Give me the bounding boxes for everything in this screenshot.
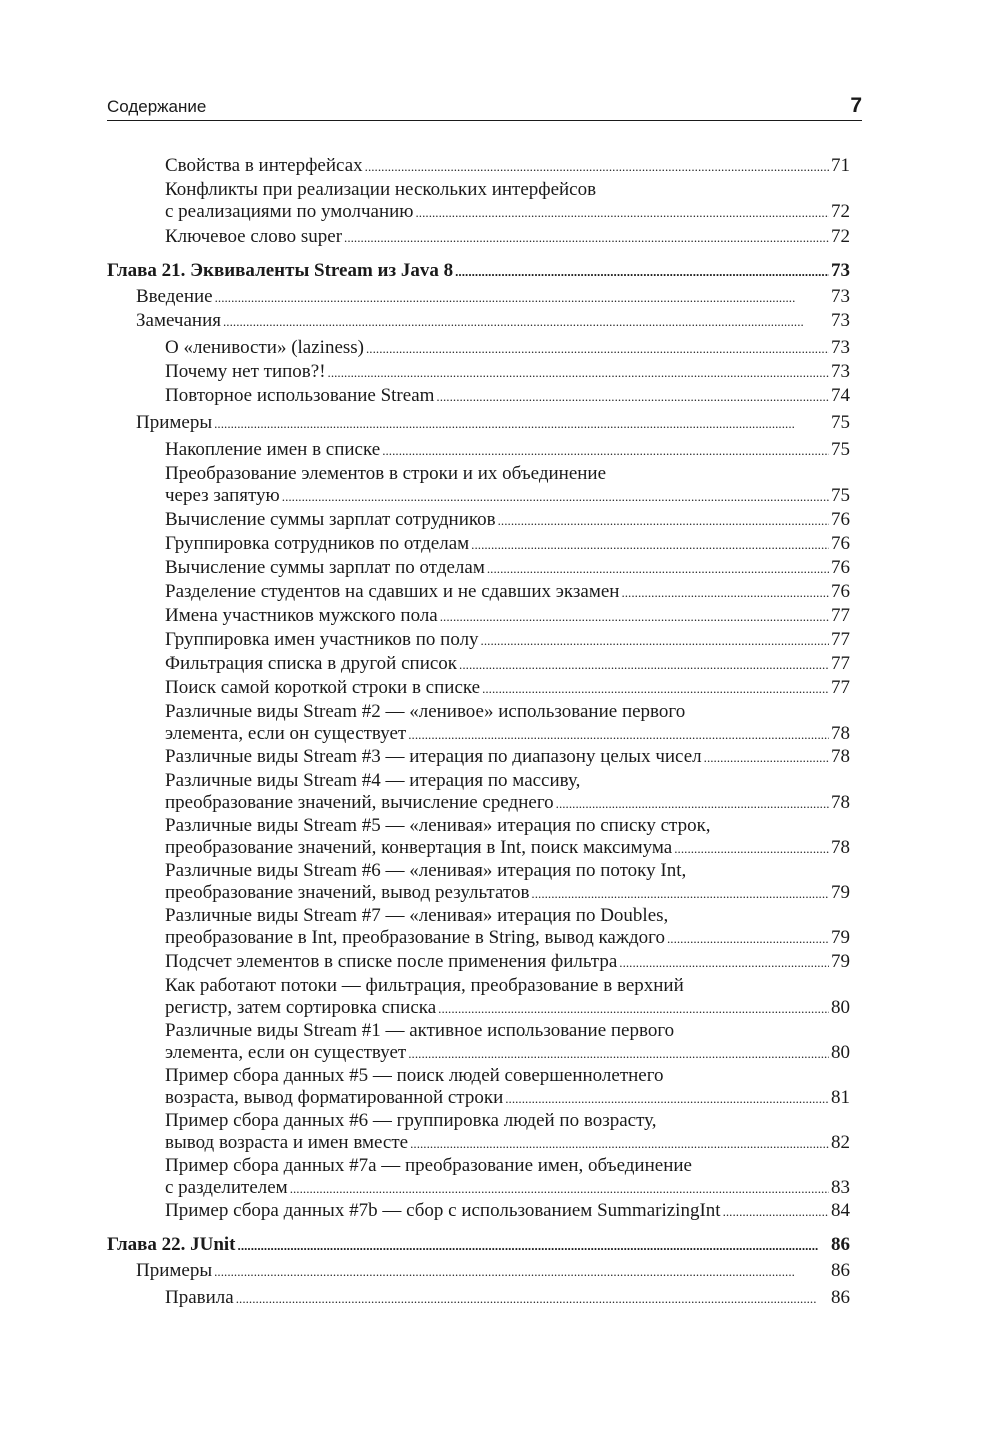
toc-page-number: 78 — [831, 746, 850, 767]
toc-subsection[interactable] — [107, 815, 850, 860]
toc-entry-title: преобразование значений, конвертация в Int, поиск максимума — [165, 837, 673, 858]
toc-entry-title: Различные виды Stream #3 — итерация по диапазону целых чисел — [165, 746, 702, 767]
dot-leader — [436, 386, 829, 408]
toc-page-number: 77 — [831, 629, 850, 650]
dot-leader — [505, 1088, 829, 1110]
toc-page-number: 77 — [831, 605, 850, 626]
toc-entry-line — [165, 723, 850, 746]
toc-page-number: 79 — [831, 927, 850, 948]
page-number: 7 — [850, 94, 862, 117]
toc-entry-title-line: Различные виды Stream #4 — итерация по массиву, — [165, 770, 581, 791]
toc-subsection[interactable] — [107, 860, 850, 905]
toc-entry-line — [165, 746, 850, 769]
toc-page-number: 76 — [831, 581, 850, 602]
toc-entry-title: с реализациями по умолчанию — [165, 201, 414, 222]
toc-entry-title: с разделителем — [165, 1177, 288, 1198]
dot-leader — [455, 261, 829, 283]
toc-subsection[interactable] — [107, 155, 850, 178]
toc-entry-title: Пример сбора данных #7b — сбор с использованием SummarizingInt — [165, 1200, 721, 1221]
dot-leader — [223, 311, 829, 333]
toc-entry-line — [165, 201, 850, 224]
toc-entry-line — [165, 1087, 850, 1110]
toc-subsection[interactable] — [107, 1065, 850, 1110]
toc-page-number: 74 — [831, 385, 850, 406]
toc-page-number: 78 — [831, 723, 850, 744]
toc-entry-line — [165, 653, 850, 676]
toc-entry-line — [165, 485, 850, 508]
dot-leader — [723, 1201, 829, 1223]
toc-entry-line — [165, 226, 850, 249]
toc-entry-title-line: Как работают потоки — фильтрация, преобразование в верхний — [165, 975, 684, 996]
toc-section[interactable] — [107, 412, 850, 435]
dot-leader — [365, 156, 829, 178]
toc-entry-line — [165, 439, 850, 462]
toc-entry-title: Почему нет типов?! — [165, 361, 326, 382]
dot-leader — [481, 630, 829, 652]
toc-page-number: 76 — [831, 557, 850, 578]
toc-page-number: 81 — [831, 1087, 850, 1108]
toc-page-number: 82 — [831, 1132, 850, 1153]
toc-section[interactable] — [107, 310, 850, 333]
toc-entry-line — [165, 927, 850, 950]
toc-entry-title: Разделение студентов на сдавших и не сдавших экзамен — [165, 581, 620, 602]
dot-leader — [214, 413, 829, 435]
dot-leader — [410, 1133, 829, 1155]
toc-section[interactable] — [107, 1260, 850, 1283]
toc-entry-line — [165, 951, 850, 974]
toc-subsection[interactable] — [107, 533, 850, 556]
dot-leader — [674, 838, 829, 860]
toc-entry-title-line: Конфликты при реализации нескольких интерфейсов — [165, 179, 597, 200]
toc-entry-title: Повторное использование Stream — [165, 385, 435, 406]
dot-leader — [366, 338, 829, 360]
dot-leader — [236, 1288, 829, 1310]
toc-entry-line — [165, 997, 850, 1020]
toc-page-number: 78 — [831, 792, 850, 813]
dot-leader — [416, 202, 830, 224]
dot-leader — [344, 227, 829, 249]
running-header — [107, 92, 862, 121]
toc-entry-title: Фильтрация списка в другой список — [165, 653, 458, 674]
dot-leader — [238, 1235, 829, 1257]
toc-entry-title: Примеры — [136, 412, 213, 433]
toc-entry-title: преобразование в Int, преобразование в String, вывод каждого — [165, 927, 665, 948]
toc-subsection[interactable] — [107, 770, 850, 815]
toc-entry-line — [165, 605, 850, 628]
toc-subsection[interactable] — [107, 1020, 850, 1065]
toc-entry-line — [136, 412, 850, 435]
toc-entry-line — [165, 581, 850, 604]
dot-leader — [704, 747, 829, 769]
toc-page-number: 76 — [831, 509, 850, 530]
toc-page-number: 73 — [831, 310, 850, 331]
toc-page-number: 77 — [831, 677, 850, 698]
toc-section[interactable] — [107, 286, 850, 309]
dot-leader — [440, 606, 829, 628]
toc-entry-line — [165, 155, 850, 178]
dot-leader — [438, 998, 829, 1020]
toc-page-number: 86 — [831, 1234, 850, 1255]
toc-entry-title: вывод возраста и имен вместе — [165, 1132, 409, 1153]
toc-entry-line — [136, 1260, 850, 1283]
dot-leader — [459, 654, 829, 676]
dot-leader — [621, 582, 829, 604]
dot-leader — [282, 486, 829, 508]
toc-entry-line — [136, 310, 850, 333]
dot-leader — [382, 440, 829, 462]
toc-subsection[interactable] — [107, 701, 850, 746]
toc-entry-title: Введение — [136, 286, 213, 307]
toc-entry-line — [136, 286, 850, 309]
toc-entry-title-line: Преобразование элементов в строки и их объединение — [165, 463, 607, 484]
toc-entry-line — [165, 1287, 850, 1310]
toc-entry-title: Подсчет элементов в списке после применения фильтра — [165, 951, 618, 972]
toc-page-number: 84 — [831, 1200, 850, 1221]
toc-subsection[interactable] — [107, 509, 850, 532]
dot-leader — [487, 558, 829, 580]
toc-subsection[interactable] — [107, 1110, 850, 1155]
toc-subsection[interactable] — [107, 975, 850, 1020]
toc-entry-title: возраста, вывод форматированной строки — [165, 1087, 504, 1108]
dot-leader — [531, 883, 829, 905]
dot-leader — [482, 678, 829, 700]
toc-subsection[interactable] — [107, 905, 850, 950]
toc-entry-title: через запятую — [165, 485, 280, 506]
toc-subsection[interactable] — [107, 439, 850, 462]
toc-subsection[interactable] — [107, 557, 850, 580]
toc-entry-title: регистр, затем сортировка списка — [165, 997, 437, 1018]
toc-subsection[interactable] — [107, 1287, 850, 1310]
toc-entry-line — [165, 337, 850, 360]
toc-page-number: 77 — [831, 653, 850, 674]
toc-entry-title: Правила — [165, 1287, 234, 1308]
toc-entry-line — [165, 557, 850, 580]
toc-entry-title-line: Различные виды Stream #7 — «ленивая» итерация по Doubles, — [165, 905, 669, 926]
toc-page-number: 80 — [831, 997, 850, 1018]
dot-leader — [328, 362, 829, 384]
toc-subsection[interactable] — [107, 1200, 850, 1223]
toc-page-number: 73 — [831, 361, 850, 382]
toc-entry-line — [165, 1177, 850, 1200]
header-title: Содержание — [107, 97, 207, 116]
toc-entry-title: элемента, если он существует — [165, 1042, 407, 1063]
toc-subsection[interactable] — [107, 951, 850, 974]
toc-entry-line — [165, 385, 850, 408]
toc-subsection[interactable] — [107, 677, 850, 700]
dot-leader — [408, 1043, 829, 1065]
dot-leader — [619, 952, 829, 974]
toc-page-number: 73 — [831, 337, 850, 358]
toc-entry-line — [165, 792, 850, 815]
toc-entry-title: элемента, если он существует — [165, 723, 407, 744]
toc-entry-line — [107, 260, 850, 283]
toc-subsection[interactable] — [107, 1155, 850, 1200]
dot-leader — [667, 928, 829, 950]
toc-entry-title-line: Различные виды Stream #2 — «ленивое» использование первого — [165, 701, 686, 722]
toc-entry-title: Имена участников мужского пола — [165, 605, 438, 626]
toc-subsection[interactable] — [107, 581, 850, 604]
toc-entry-line — [165, 509, 850, 532]
toc-entry-title: Замечания — [136, 310, 221, 331]
toc-entry-title: Ключевое слово super — [165, 226, 343, 247]
toc-entry-title-line: Различные виды Stream #5 — «ленивая» итерация по списку строк, — [165, 815, 711, 836]
toc-entry-line — [107, 1234, 850, 1257]
toc-entry-title: Группировка имен участников по полу — [165, 629, 479, 650]
toc-subsection[interactable] — [107, 361, 850, 384]
toc-entry-line — [165, 361, 850, 384]
toc-subsection[interactable] — [107, 746, 850, 769]
dot-leader — [471, 534, 829, 556]
toc-entry-title: Свойства в интерфейсах — [165, 155, 363, 176]
toc-entry-line — [165, 533, 850, 556]
toc-entry-title: Группировка сотрудников по отделам — [165, 533, 470, 554]
toc-page-number: 75 — [831, 412, 850, 433]
toc-chapter[interactable] — [107, 260, 850, 283]
toc-entry-title: Примеры — [136, 1260, 213, 1281]
dot-leader — [556, 793, 829, 815]
toc-page-number: 86 — [831, 1260, 850, 1281]
toc-subsection[interactable] — [107, 179, 850, 224]
dot-leader — [498, 510, 829, 532]
toc-entry-line — [165, 837, 850, 860]
toc-entry-line — [165, 1042, 850, 1065]
toc-subsection[interactable] — [107, 653, 850, 676]
toc-entry-title: преобразование значений, вычисление среднего — [165, 792, 554, 813]
toc-entry-line — [165, 677, 850, 700]
toc-subsection[interactable] — [107, 605, 850, 628]
toc-entry-title: Глава 21. Эквиваленты Stream из Java 8 — [107, 260, 454, 281]
toc-page-number: 78 — [831, 837, 850, 858]
toc-page-number: 76 — [831, 533, 850, 554]
toc-subsection[interactable] — [107, 337, 850, 360]
toc-subsection[interactable] — [107, 463, 850, 508]
toc-page-number: 86 — [831, 1287, 850, 1308]
toc-entry-title: Поиск самой короткой строки в списке — [165, 677, 481, 698]
toc-entry-title-line: Пример сбора данных #6 — группировка людей по возрасту, — [165, 1110, 657, 1131]
toc-entry-line — [165, 1132, 850, 1155]
toc-page-number: 80 — [831, 1042, 850, 1063]
dot-leader — [290, 1178, 829, 1200]
toc-page-number: 79 — [831, 882, 850, 903]
toc-page-number: 75 — [831, 439, 850, 460]
toc-entry-title-line: Пример сбора данных #5 — поиск людей совершеннолетнего — [165, 1065, 664, 1086]
toc-entry-title-line: Различные виды Stream #1 — активное использование первого — [165, 1020, 675, 1041]
toc-entry-title-line: Пример сбора данных #7a — преобразование имен, объединение — [165, 1155, 692, 1176]
toc-subsection[interactable] — [107, 629, 850, 652]
toc-entry-title: Вычисление суммы зарплат по отделам — [165, 557, 485, 578]
toc-page-number: 73 — [831, 260, 850, 281]
toc-page-number: 71 — [831, 155, 850, 176]
toc-entry-title: Накопление имен в списке — [165, 439, 381, 460]
toc-entry-title-line: Различные виды Stream #6 — «ленивая» итерация по потоку Int, — [165, 860, 687, 881]
toc-page-number: 83 — [831, 1177, 850, 1198]
toc-entry-line — [165, 882, 850, 905]
dot-leader — [214, 1261, 829, 1283]
toc-subsection[interactable] — [107, 385, 850, 408]
toc-entry-title: Глава 22. JUnit — [107, 1234, 236, 1255]
toc-entry-line — [165, 629, 850, 652]
toc-entry-title: преобразование значений, вывод результатов — [165, 882, 530, 903]
dot-leader — [215, 287, 829, 309]
toc-chapter[interactable] — [107, 1234, 850, 1257]
toc-entry-title: О «ленивости» (laziness) — [165, 337, 364, 358]
toc-subsection[interactable] — [107, 226, 850, 249]
toc-entry-line — [165, 1200, 850, 1223]
dot-leader — [408, 724, 829, 746]
toc-page-number: 75 — [831, 485, 850, 506]
toc-page-number: 72 — [831, 201, 850, 222]
toc-entry-title: Вычисление суммы зарплат сотрудников — [165, 509, 496, 530]
toc-page-number: 73 — [831, 286, 850, 307]
toc-page-number: 79 — [831, 951, 850, 972]
toc-page-number: 72 — [831, 226, 850, 247]
